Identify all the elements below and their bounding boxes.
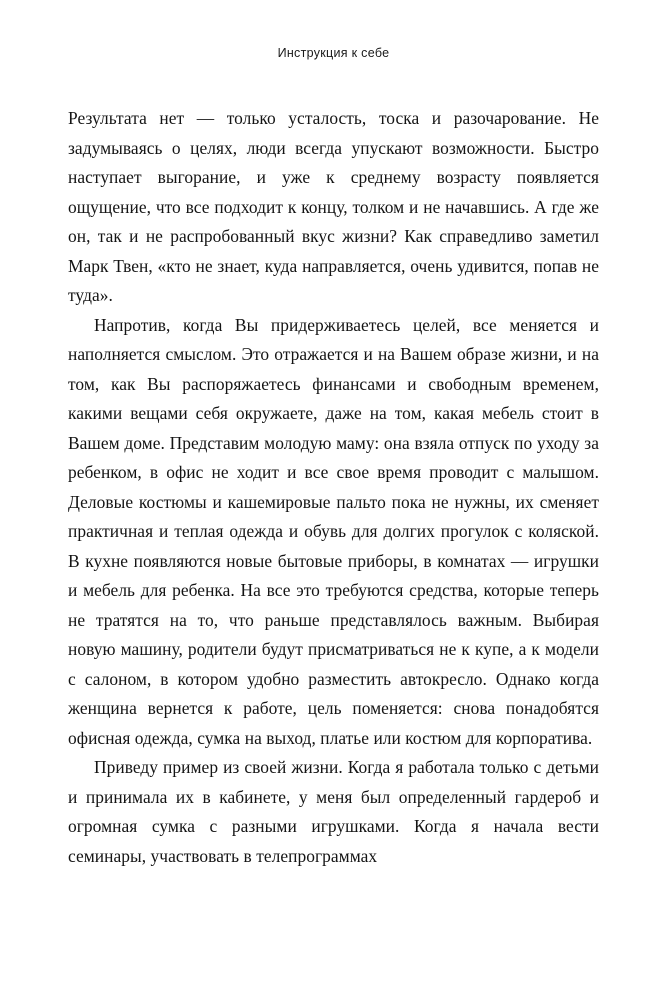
paragraph: Напротив, когда Вы придерживаетесь целей, все меняется и наполняется смыслом. Это отражается и на Вашем образе жизни, и на том, как Вы распоряжаетесь финансами и свободным временем, какими вещами себя окружаете, даже на том, какая мебель стоит в Вашем доме. Представим молодую маму: она взяла отпуск по уходу за ребенком, в офис не ходит и все свое время проводит с малышом. Деловые костюмы и кашемировые пальто пока не нужны, их сменяет практичная и теплая одежда и обувь для долгих прогулок с коляской. В кухне появляются новые бытовые приборы, в комнатах — игрушки и мебель для ребенка. На все это требуются средства, которые теперь не тратятся на то, что раньше представлялось важным. Выбирая новую машину, родители будут присматриваться не к купе, а к модели с салоном, в котором удобно разместить автокресло. Однако когда женщина вернется к работе, цель поменяется: снова понадобятся офисная одежда, сумка на выход, платье или костюм для корпоратива. xyxy=(68,314,599,748)
paragraph: Приведу пример из своей жизни. Когда я работала только с детьми и принимала их в кабинете, у меня был определенный гардероб и огромная сумка с разными игрушками. Когда я начала вести семинары, участвовать в телепрограммах xyxy=(68,757,599,866)
body-text xyxy=(68,104,599,871)
running-head: Инструкция к себе xyxy=(277,46,390,60)
paragraph: Результата нет — только усталость, тоска и разочарование. Не задумываясь о целях, люди всегда упускают возможности. Быстро наступает выгорание, и уже к среднему возрасту появляется ощущение, что все подходит к концу, толком и не начавшись. А где же он, так и не распробованный вкус жизни? Как справедливо заметил Марк Твен, «кто не знает, куда направляется, очень удивится, попав не туда». xyxy=(68,108,599,305)
